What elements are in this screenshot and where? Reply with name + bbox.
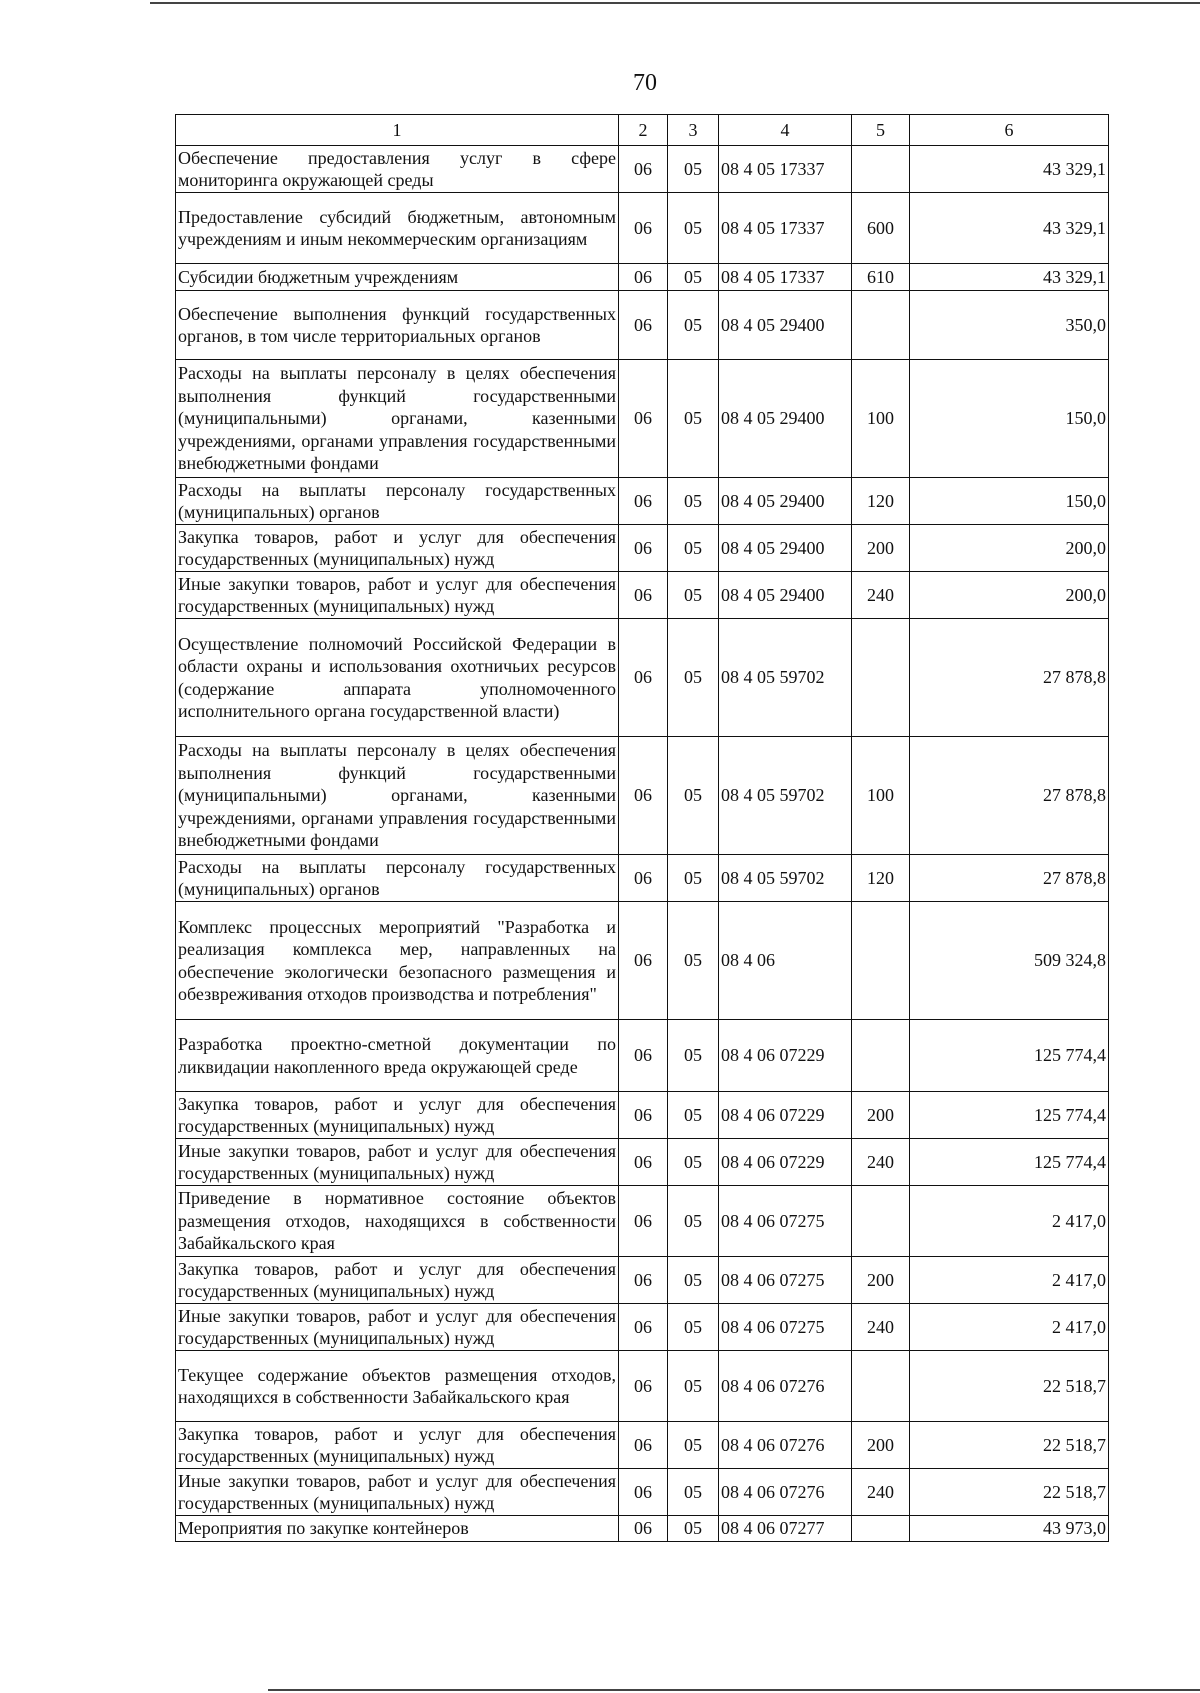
- section-code-cell: 06: [619, 146, 668, 193]
- amount-cell: 43 329,1: [910, 146, 1109, 193]
- expense-type-cell: [852, 1516, 910, 1542]
- table-row: [176, 1469, 1109, 1516]
- target-article-cell: 08 4 06 07276: [719, 1351, 852, 1422]
- table-row: [176, 737, 1109, 855]
- table-row: [176, 572, 1109, 619]
- table-row: [176, 1020, 1109, 1092]
- expense-name-cell: Приведение в нормативное состояние объектов размещения отходов, находящихся в собственности Забайкальского края: [176, 1186, 619, 1257]
- scan-bottom-border: [268, 1689, 1200, 1691]
- table-row: [176, 193, 1109, 264]
- amount-cell: 125 774,4: [910, 1139, 1109, 1186]
- table-row: [176, 619, 1109, 737]
- section-code-cell: 06: [619, 1304, 668, 1351]
- target-article-cell: 08 4 06 07229: [719, 1139, 852, 1186]
- subsection-code-cell: 05: [668, 1092, 719, 1139]
- table-row: [176, 291, 1109, 360]
- target-article-cell: 08 4 05 29400: [719, 478, 852, 525]
- section-code-cell: 06: [619, 1139, 668, 1186]
- subsection-code-cell: 05: [668, 619, 719, 737]
- amount-cell: 200,0: [910, 572, 1109, 619]
- section-code-cell: 06: [619, 737, 668, 855]
- expense-type-cell: [852, 291, 910, 360]
- expense-name-cell: Иные закупки товаров, работ и услуг для обеспечения государственных (муниципальных) нужд: [176, 1469, 619, 1516]
- expense-name-cell: Расходы на выплаты персоналу государственных (муниципальных) органов: [176, 478, 619, 525]
- expense-name-cell: Обеспечение выполнения функций государственных органов, в том числе территориальных органов: [176, 291, 619, 360]
- subsection-code-cell: 05: [668, 146, 719, 193]
- expense-name-cell: Предоставление субсидий бюджетным, автономным учреждениям и иным некоммерческим организациям: [176, 193, 619, 264]
- table-row: [176, 1257, 1109, 1304]
- subsection-code-cell: 05: [668, 1139, 719, 1186]
- budget-table: [175, 114, 1109, 1542]
- expense-type-cell: 100: [852, 360, 910, 478]
- amount-cell: 27 878,8: [910, 737, 1109, 855]
- section-code-cell: 06: [619, 264, 668, 291]
- subsection-code-cell: 05: [668, 902, 719, 1020]
- section-code-cell: 06: [619, 525, 668, 572]
- expense-type-cell: 120: [852, 855, 910, 902]
- section-code-cell: 06: [619, 1422, 668, 1469]
- target-article-cell: 08 4 06: [719, 902, 852, 1020]
- expense-name-cell: Иные закупки товаров, работ и услуг для обеспечения государственных (муниципальных) нужд: [176, 572, 619, 619]
- table-row: [176, 1139, 1109, 1186]
- expense-type-cell: 200: [852, 1422, 910, 1469]
- amount-cell: 200,0: [910, 525, 1109, 572]
- section-code-cell: 06: [619, 1351, 668, 1422]
- amount-cell: 2 417,0: [910, 1257, 1109, 1304]
- table-row: [176, 1186, 1109, 1257]
- target-article-cell: 08 4 05 17337: [719, 146, 852, 193]
- target-article-cell: 08 4 05 29400: [719, 525, 852, 572]
- subsection-code-cell: 05: [668, 525, 719, 572]
- expense-type-cell: 240: [852, 1469, 910, 1516]
- column-header: 1: [176, 115, 619, 146]
- amount-cell: 22 518,7: [910, 1351, 1109, 1422]
- table-row: [176, 1422, 1109, 1469]
- subsection-code-cell: 05: [668, 572, 719, 619]
- table-row: [176, 1351, 1109, 1422]
- expense-type-cell: 200: [852, 1257, 910, 1304]
- expense-type-cell: [852, 146, 910, 193]
- section-code-cell: 06: [619, 478, 668, 525]
- target-article-cell: 08 4 05 59702: [719, 619, 852, 737]
- expense-type-cell: [852, 619, 910, 737]
- table-row: [176, 525, 1109, 572]
- expense-name-cell: Расходы на выплаты персоналу в целях обеспечения выполнения функций государственными (муниципальными) органами, казенными учреждениями, органами управления государственными внебюджетными фондами: [176, 360, 619, 478]
- column-header: 5: [852, 115, 910, 146]
- column-header: 2: [619, 115, 668, 146]
- table-row: [176, 855, 1109, 902]
- section-code-cell: 06: [619, 902, 668, 1020]
- expense-name-cell: Расходы на выплаты персоналу в целях обеспечения выполнения функций государственными (муниципальными) органами, казенными учреждениями, органами управления государственными внебюджетными фондами: [176, 737, 619, 855]
- table-row: [176, 146, 1109, 193]
- target-article-cell: 08 4 06 07276: [719, 1469, 852, 1516]
- expense-type-cell: 240: [852, 572, 910, 619]
- target-article-cell: 08 4 05 29400: [719, 572, 852, 619]
- expense-name-cell: Закупка товаров, работ и услуг для обеспечения государственных (муниципальных) нужд: [176, 525, 619, 572]
- target-article-cell: 08 4 06 07229: [719, 1092, 852, 1139]
- table-row: [176, 264, 1109, 291]
- target-article-cell: 08 4 06 07275: [719, 1186, 852, 1257]
- expense-type-cell: [852, 1020, 910, 1092]
- subsection-code-cell: 05: [668, 1020, 719, 1092]
- section-code-cell: 06: [619, 1516, 668, 1542]
- expense-name-cell: Осуществление полномочий Российской Федерации в области охраны и использования охотничьих ресурсов (содержание аппарата уполномоченного исполнительного органа государственной власти): [176, 619, 619, 737]
- target-article-cell: 08 4 06 07275: [719, 1257, 852, 1304]
- table-row: [176, 1304, 1109, 1351]
- target-article-cell: 08 4 06 07229: [719, 1020, 852, 1092]
- table-row: [176, 360, 1109, 478]
- table-row: [176, 1092, 1109, 1139]
- amount-cell: 125 774,4: [910, 1092, 1109, 1139]
- subsection-code-cell: 05: [668, 264, 719, 291]
- target-article-cell: 08 4 05 17337: [719, 264, 852, 291]
- subsection-code-cell: 05: [668, 1304, 719, 1351]
- subsection-code-cell: 05: [668, 1422, 719, 1469]
- expense-name-cell: Расходы на выплаты персоналу государственных (муниципальных) органов: [176, 855, 619, 902]
- expense-type-cell: 240: [852, 1139, 910, 1186]
- column-header: 6: [910, 115, 1109, 146]
- expense-name-cell: Текущее содержание объектов размещения отходов, находящихся в собственности Забайкальского края: [176, 1351, 619, 1422]
- section-code-cell: 06: [619, 572, 668, 619]
- column-header: 3: [668, 115, 719, 146]
- expense-name-cell: Субсидии бюджетным учреждениям: [176, 264, 619, 291]
- expense-type-cell: 240: [852, 1304, 910, 1351]
- expense-name-cell: Закупка товаров, работ и услуг для обеспечения государственных (муниципальных) нужд: [176, 1092, 619, 1139]
- expense-type-cell: 610: [852, 264, 910, 291]
- section-code-cell: 06: [619, 1469, 668, 1516]
- target-article-cell: 08 4 06 07276: [719, 1422, 852, 1469]
- target-article-cell: 08 4 06 07277: [719, 1516, 852, 1542]
- expense-name-cell: Закупка товаров, работ и услуг для обеспечения государственных (муниципальных) нужд: [176, 1422, 619, 1469]
- amount-cell: 150,0: [910, 360, 1109, 478]
- subsection-code-cell: 05: [668, 1351, 719, 1422]
- amount-cell: 22 518,7: [910, 1422, 1109, 1469]
- section-code-cell: 06: [619, 1257, 668, 1304]
- table-header-row: [176, 115, 1109, 146]
- amount-cell: 27 878,8: [910, 619, 1109, 737]
- expense-name-cell: Обеспечение предоставления услуг в сфере мониторинга окружающей среды: [176, 146, 619, 193]
- table-row: [176, 478, 1109, 525]
- amount-cell: 2 417,0: [910, 1304, 1109, 1351]
- amount-cell: 22 518,7: [910, 1469, 1109, 1516]
- expense-name-cell: Комплекс процессных мероприятий "Разработка и реализация комплекса мер, направленных на обеспечение экологически безопасного размещения и обезвреживания отходов производства и потребления": [176, 902, 619, 1020]
- table-row: [176, 902, 1109, 1020]
- target-article-cell: 08 4 06 07275: [719, 1304, 852, 1351]
- amount-cell: 509 324,8: [910, 902, 1109, 1020]
- section-code-cell: 06: [619, 619, 668, 737]
- section-code-cell: 06: [619, 1020, 668, 1092]
- expense-type-cell: 100: [852, 737, 910, 855]
- subsection-code-cell: 05: [668, 291, 719, 360]
- subsection-code-cell: 05: [668, 193, 719, 264]
- expense-name-cell: Иные закупки товаров, работ и услуг для обеспечения государственных (муниципальных) нужд: [176, 1304, 619, 1351]
- amount-cell: 27 878,8: [910, 855, 1109, 902]
- subsection-code-cell: 05: [668, 1257, 719, 1304]
- target-article-cell: 08 4 05 17337: [719, 193, 852, 264]
- expense-name-cell: Иные закупки товаров, работ и услуг для обеспечения государственных (муниципальных) нужд: [176, 1139, 619, 1186]
- subsection-code-cell: 05: [668, 1516, 719, 1542]
- expense-name-cell: Закупка товаров, работ и услуг для обеспечения государственных (муниципальных) нужд: [176, 1257, 619, 1304]
- section-code-cell: 06: [619, 1092, 668, 1139]
- target-article-cell: 08 4 05 59702: [719, 737, 852, 855]
- subsection-code-cell: 05: [668, 737, 719, 855]
- subsection-code-cell: 05: [668, 1469, 719, 1516]
- expense-type-cell: [852, 1186, 910, 1257]
- amount-cell: 43 973,0: [910, 1516, 1109, 1542]
- expense-type-cell: 120: [852, 478, 910, 525]
- section-code-cell: 06: [619, 291, 668, 360]
- subsection-code-cell: 05: [668, 1186, 719, 1257]
- section-code-cell: 06: [619, 1186, 668, 1257]
- target-article-cell: 08 4 05 29400: [719, 360, 852, 478]
- table-row: [176, 1516, 1109, 1542]
- amount-cell: 350,0: [910, 291, 1109, 360]
- amount-cell: 43 329,1: [910, 264, 1109, 291]
- expense-type-cell: 600: [852, 193, 910, 264]
- expense-type-cell: 200: [852, 525, 910, 572]
- column-header: 4: [719, 115, 852, 146]
- amount-cell: 125 774,4: [910, 1020, 1109, 1092]
- amount-cell: 43 329,1: [910, 193, 1109, 264]
- subsection-code-cell: 05: [668, 855, 719, 902]
- subsection-code-cell: 05: [668, 360, 719, 478]
- section-code-cell: 06: [619, 360, 668, 478]
- section-code-cell: 06: [619, 193, 668, 264]
- target-article-cell: 08 4 05 29400: [719, 291, 852, 360]
- page-number: 70: [633, 70, 657, 96]
- section-code-cell: 06: [619, 855, 668, 902]
- expense-type-cell: [852, 1351, 910, 1422]
- expense-name-cell: Мероприятия по закупке контейнеров: [176, 1516, 619, 1542]
- expense-type-cell: [852, 902, 910, 1020]
- scan-top-border: [150, 2, 1200, 4]
- expense-type-cell: 200: [852, 1092, 910, 1139]
- amount-cell: 150,0: [910, 478, 1109, 525]
- subsection-code-cell: 05: [668, 478, 719, 525]
- expense-name-cell: Разработка проектно-сметной документации по ликвидации накопленного вреда окружающей среде: [176, 1020, 619, 1092]
- amount-cell: 2 417,0: [910, 1186, 1109, 1257]
- target-article-cell: 08 4 05 59702: [719, 855, 852, 902]
